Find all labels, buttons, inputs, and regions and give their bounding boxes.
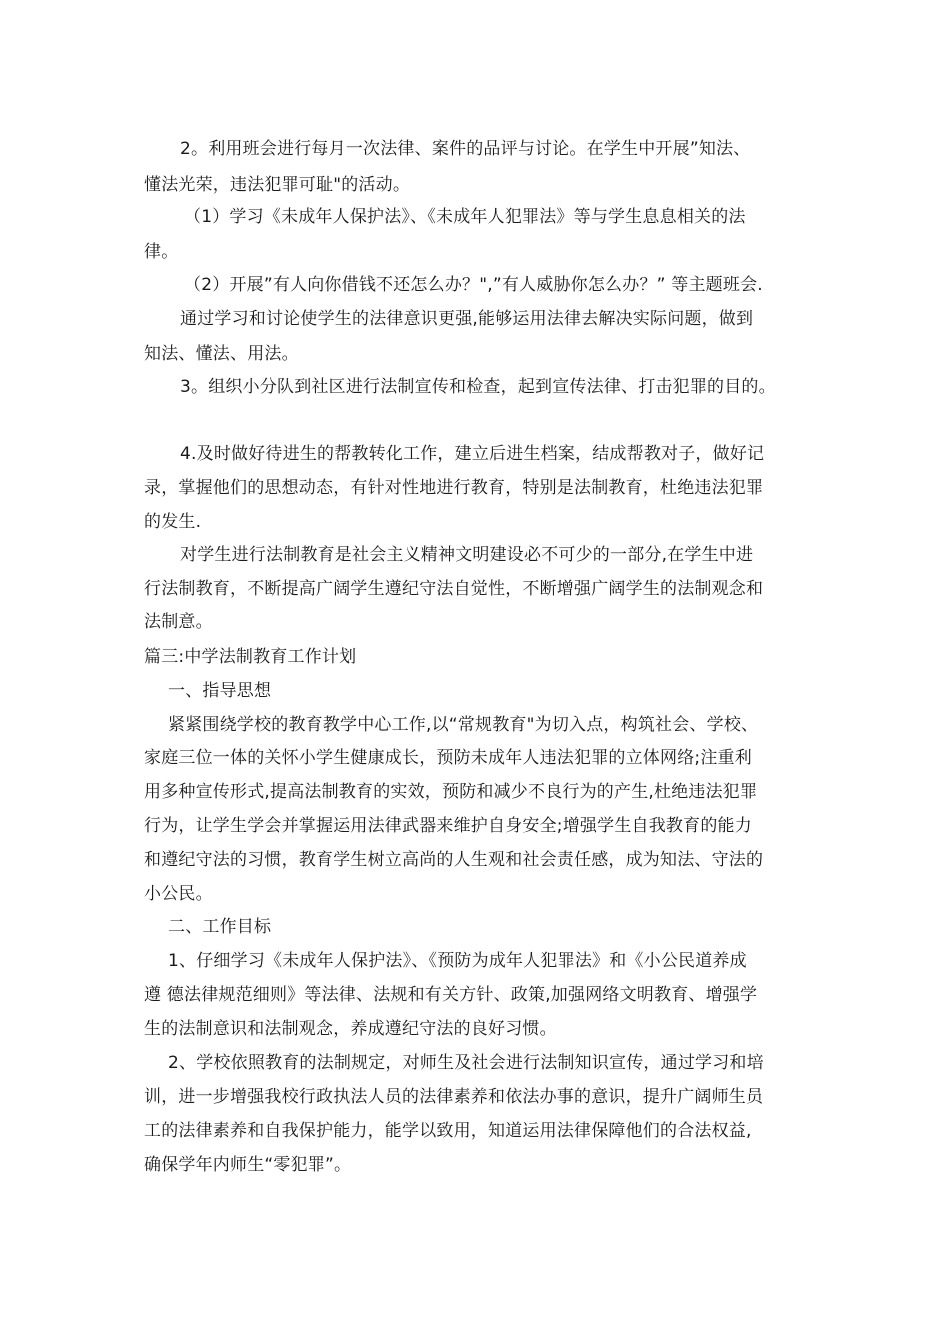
text-line: 确保学年内师生“零犯罪”。 <box>144 1155 352 1175</box>
subsection-heading: 一、指导思想 <box>168 681 272 701</box>
text-line: 小公民。 <box>144 884 213 904</box>
text-line: 和遵纪守法的习惯，教育学生树立高尚的人生观和社会责任感，成为知法、守法的 <box>144 850 764 870</box>
text-line: 2、学校依照教育的法制规定，对师生及社会进行法制知识宣传，通过学习和培 <box>168 1053 764 1073</box>
text-line: （2）开展”有人向你借钱不还怎么办？",”有人威胁你怎么办？” 等主题班会. <box>184 275 763 295</box>
text-line: 懂法光荣，违法犯罪可耻"的活动。 <box>144 175 411 195</box>
text-line: 通过学习和讨论使学生的法律意识更强,能够运用法律去解决实际问题，做到 <box>180 309 754 329</box>
text-line: 用多种宣传形式,提高法制教育的实效，预防和减少不良行为的产生,杜绝违法犯罪 <box>144 782 758 802</box>
text-line: （1）学习《未成年人保护法》、《未成年人犯罪法》等与学生息息相关的法 <box>184 207 746 227</box>
section-heading: 篇三:中学法制教育工作计划 <box>144 647 357 667</box>
text-line: 2。利用班会进行每月一次法律、案件的品评与讨论。在学生中开展”知法、 <box>180 139 751 159</box>
text-line: 家庭三位一体的关怀小学生健康成长，预防未成年人违法犯罪的立体网络;注重利 <box>144 748 752 768</box>
text-line: 行为，让学生学会并掌握运用法律武器来维护自身安全;增强学生自我教育的能力 <box>144 816 752 836</box>
text-line: 律。 <box>144 242 179 262</box>
subsection-heading: 二、工作目标 <box>168 917 272 937</box>
text-line: 知法、懂法、用法。 <box>144 344 299 364</box>
text-line: 行法制教育，不断提高广阔学生遵纪守法自觉性，不断增强广阔学生的法制观念和 <box>144 579 764 599</box>
text-line: 工的法律素养和自我保护能力，能学以致用，知道运用法律保障他们的合法权益, <box>144 1121 752 1141</box>
text-line: 4.及时做好待进生的帮教转化工作，建立后进生档案，结成帮教对子，做好记 <box>180 444 765 464</box>
text-line: 紧紧围绕学校的教育教学中心工作,以“常规教育"为切入点，构筑社会、学校、 <box>168 715 759 735</box>
text-line: 生的法制意识和法制观念，养成遵纪守法的良好习惯。 <box>144 1019 557 1039</box>
text-line: 1、仔细学习《未成年人保护法》、《预防为成年人犯罪法》和《小公民道养成 <box>168 951 747 971</box>
text-line: 的发生. <box>144 512 202 532</box>
text-line: 录，掌握他们的思想动态，有针对性地进行教育，特别是法制教育，杜绝违法犯罪 <box>144 478 764 498</box>
text-line: 对学生进行法制教育是社会主义精神文明建设必不可少的一部分,在学生中进 <box>180 545 754 565</box>
text-line: 遵 德法律规范细则》等法律、法规和有关方针、政策,加强网络文明教育、增强学 <box>144 985 758 1005</box>
text-line: 训，进一步增强我校行政执法人员的法律素养和依法办事的意识，提升广阔师生员 <box>144 1087 764 1107</box>
text-line: 3。组织小分队到社区进行法制宣传和检查，起到宣传法律、打击犯罪的目的。 <box>180 377 776 397</box>
text-line: 法制意。 <box>144 612 213 632</box>
